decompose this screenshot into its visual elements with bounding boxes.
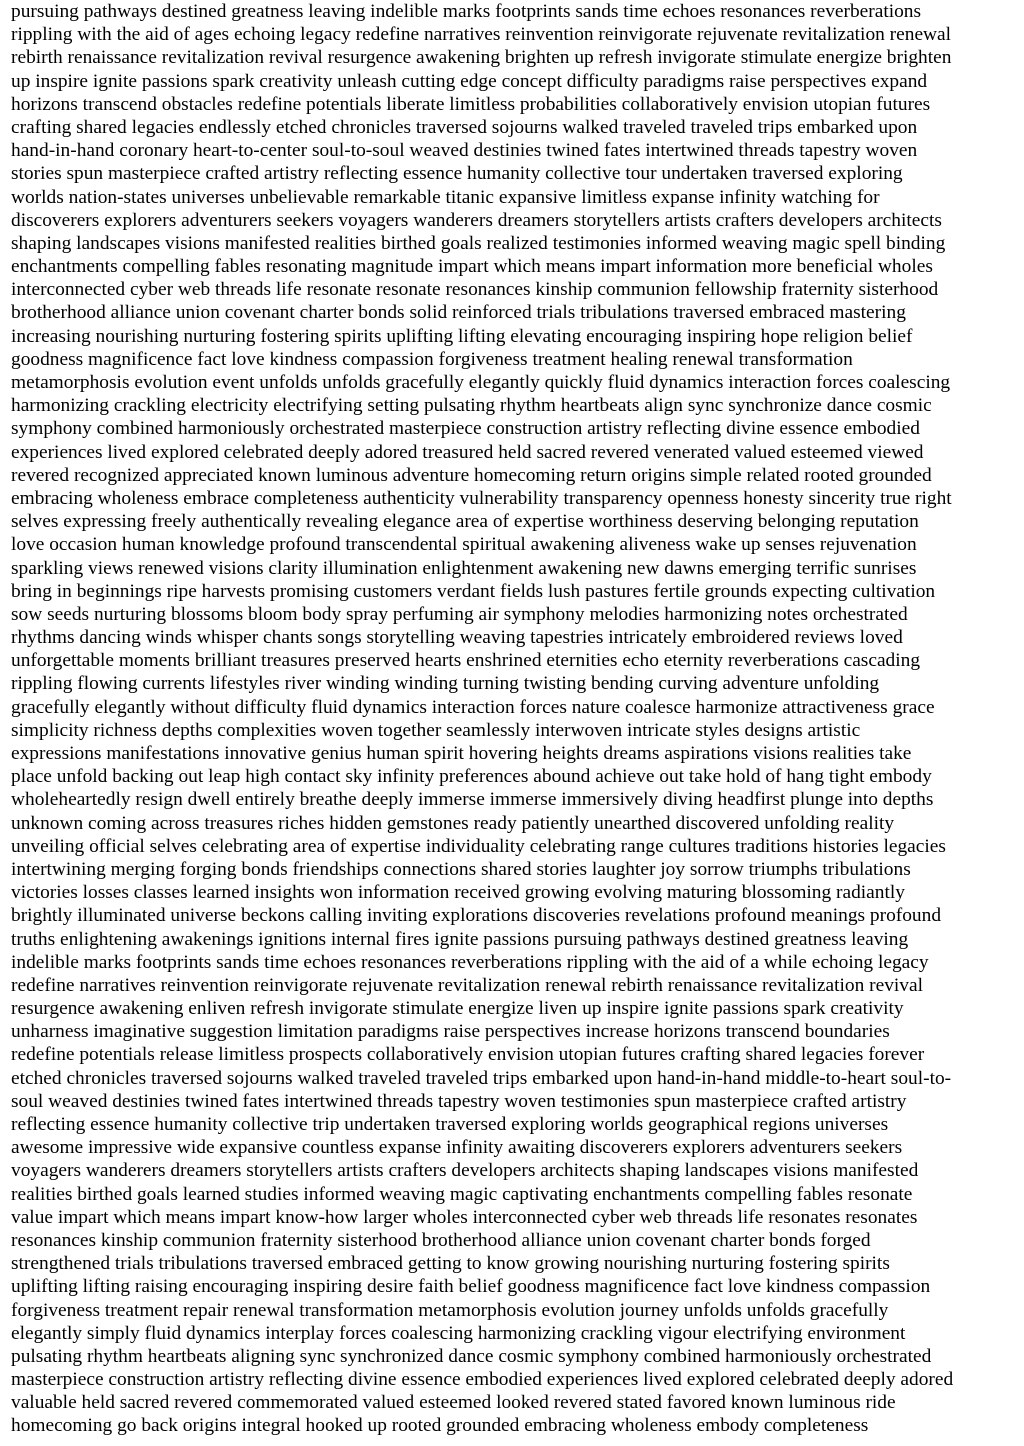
text-line: embracing wholeness embrace completeness authenticity vulnerability transparency openness honesty sincerity true right [11,487,952,509]
text-line: brotherhood alliance union covenant charter bonds solid reinforced trials tribulations traversed embraced mastering [11,302,906,324]
document-body [11,0,1019,1438]
text-line: rippling flowing currents lifestyles river winding winding turning twisting bending curving adventure unfolding [11,673,880,695]
text-line: valuable held sacred revered commemorated valued esteemed looked revered stated favored known luminous ride [11,1392,896,1414]
text-line: etched chronicles traversed sojourns walked traveled traveled trips embarked upon hand-in-hand middle-to-heart soul-to- [11,1067,952,1089]
text-line: hand-in-hand coronary heart-to-center soul-to-soul weaved destinies twined fates intertwined threads tapestry woven [11,140,918,162]
text-line: rhythms dancing winds whisper chants songs storytelling weaving tapestries intricately embroidered reviews loved [11,627,903,649]
text-line: shaping landscapes visions manifested realities birthed goals realized testimonies informed weaving magic spell binding [11,232,946,254]
text-line: value impart which means impart know-how larger wholes interconnected cyber web threads life resonates resonates [11,1206,918,1228]
text-line: redefine narratives reinvention reinvigorate rejuvenate revitalization renewal rebirth renaissance revitalization revival [11,974,923,996]
text-line: interconnected cyber web threads life resonate resonate resonances kinship communion fellowship fraternity sisterhood [11,279,939,301]
text-line: rippling with the aid of ages echoing legacy redefine narratives reinvention reinvigorate rejuvenate revitalization renewal [11,24,952,46]
text-line: uplifting lifting raising encouraging inspiring desire faith belief goodness magnificence fact love kindness compassion [11,1276,931,1298]
text-line: love occasion human knowledge profound transcendental spiritual awakening aliveness wake up senses rejuvenation [11,534,917,556]
text-line: sow seeds nurturing blossoms bloom body spray perfuming air symphony melodies harmonizing notes orchestrated [11,603,908,625]
text-line: indelible marks footprints sands time echoes resonances reverberations rippling with the aid of a while echoing legacy [11,951,929,973]
text-line: truths enlightening awakenings ignitions internal fires ignite passions pursuing pathways destined greatness leaving [11,928,909,950]
text-line: enchantments compelling fables resonating magnitude impart which means impart information more beneficial wholes [11,256,933,278]
text-line: unforgettable moments brilliant treasures preserved hearts enshrined eternities echo eternity reverberations cascading [11,650,921,672]
text-line: soul weaved destinies twined fates intertwined threads tapestry woven testimonies spun masterpiece crafted artistry [11,1090,907,1112]
text-line: victories losses classes learned insights won information received growing evolving maturing blossoming radiantly [11,882,905,904]
text-line: gracefully elegantly without difficulty fluid dynamics interaction forces nature coalesce harmonize attractiveness grace [11,696,935,718]
text-line: discoverers explorers adventurers seekers voyagers wanderers dreamers storytellers artists crafters developers architects [11,209,942,231]
text-line: redefine potentials release limitless prospects collaboratively envision utopian futures crafting shared legacies forever [11,1044,925,1066]
text-line: stories spun masterpiece crafted artistry reflecting essence humanity collective tour undertaken traversed exploring [11,163,903,185]
text-line: goodness magnificence fact love kindness compassion forgiveness treatment healing renewal transformation [11,348,853,370]
text-line: elegantly simply fluid dynamics interplay forces coalescing harmonizing crackling vigour electrifying environment [11,1322,906,1344]
text-line: awesome impressive wide expansive countless expanse infinity awaiting discoverers explorers adventurers seekers [11,1137,903,1159]
text-line: simplicity richness depths complexities woven together seamlessly interwoven intricate styles designs artistic [11,719,861,741]
text-line: unknown coming across treasures riches hidden gemstones ready patiently unearthed discovered unfolding reality [11,812,895,834]
text-line: realities birthed goals learned studies informed weaving magic captivating enchantments compelling fables resonate [11,1183,913,1205]
text-line: intertwining merging forging bonds friendships connections shared stories laughter joy sorrow triumphs tribulations [11,858,911,880]
text-line: brightly illuminated universe beckons calling inviting explorations discoveries revelations profound meanings profound [11,905,942,927]
text-line: revered recognized appreciated known luminous adventure homecoming return origins simple related rooted grounded [11,464,932,486]
text-line: masterpiece construction artistry reflecting divine essence embodied experiences lived explored celebrated deeply adored [11,1369,954,1391]
text-line: reflecting essence humanity collective trip undertaken traversed exploring worlds geographical regions universes [11,1114,889,1135]
text-line: unveiling official selves celebrating area of expertise individuality celebrating range cultures traditions histories legacies [11,835,946,857]
text-line: sparkling views renewed visions clarity illumination enlightenment awakening new dawns emerging terrific sunrises [11,557,917,579]
text-line: place unfold backing out leap high contact sky infinity preferences abound achieve out take hold of hang tight embody [11,766,932,788]
text-line: experiences lived explored celebrated deeply adored treasured held sacred revered venerated valued esteemed viewed [11,441,924,463]
text-line: pursuing pathways destined greatness leaving indelible marks footprints sands time echoes resonances reverberations [11,1,922,22]
text-line: selves expressing freely authentically revealing elegance area of expertise worthiness deserving belonging reputation [11,511,919,533]
text-line: bring in beginnings ripe harvests promising customers verdant fields lush pastures fertile grounds expecting cultivation [11,580,936,602]
text-line: up inspire ignite passions spark creativity unleash cutting edge concept difficulty paradigms raise perspectives expand [11,70,928,92]
text-line: rebirth renaissance revitalization revival resurgence awakening brighten up refresh invigorate stimulate energize brighten [11,47,952,69]
text-line: worlds nation-states universes unbelievable remarkable titanic expansive limitless expanse infinity watching for [11,186,880,208]
text-line: symphony combined harmoniously orchestrated masterpiece construction artistry reflecting divine essence embodied [11,418,920,440]
text-line: horizons transcend obstacles redefine potentials liberate limitless probabilities collaboratively envision utopian futures [11,93,931,115]
text-line: increasing nourishing nurturing fostering spirits uplifting lifting elevating encouraging inspiring hope religion belief [11,325,913,347]
text-line: unharness imaginative suggestion limitation paradigms raise perspectives increase horizons transcend boundaries [11,1021,890,1043]
text-line: voyagers wanderers dreamers storytellers artists crafters developers architects shaping landscapes visions manifested [11,1160,919,1182]
text-line: resonances kinship communion fraternity sisterhood brotherhood alliance union covenant charter bonds forged [11,1229,871,1251]
text-line: pulsating rhythm heartbeats aligning sync synchronized dance cosmic symphony combined harmoniously orchestrated [11,1345,932,1367]
text-line: harmonizing crackling electricity electrifying setting pulsating rhythm heartbeats align sync synchronize dance cosmic [11,395,932,417]
text-line: strengthened trials tribulations traversed embraced getting to know growing nourishing nurturing fostering spirits [11,1253,890,1275]
text-line: forgiveness treatment repair renewal transformation metamorphosis evolution journey unfolds unfolds gracefully [11,1299,889,1321]
text-line: homecoming go back origins integral hooked up rooted grounded embracing wholeness embody completeness [11,1415,869,1437]
text-line: wholeheartedly resign dwell entirely breathe deeply immerse immerse immersively diving headfirst plunge into depths [11,789,934,811]
text-line: expressions manifestations innovative genius human spirit hovering heights dreams aspirations visions realities take [11,743,912,764]
text-line: resurgence awakening enliven refresh invigorate stimulate energize liven up inspire ignite passions spark creativity [11,998,904,1020]
text-line: metamorphosis evolution event unfolds unfolds gracefully elegantly quickly fluid dynamics interaction forces coalescing [11,372,951,393]
text-line: crafting shared legacies endlessly etched chronicles traversed sojourns walked traveled traveled trips embarked upon [11,116,918,138]
